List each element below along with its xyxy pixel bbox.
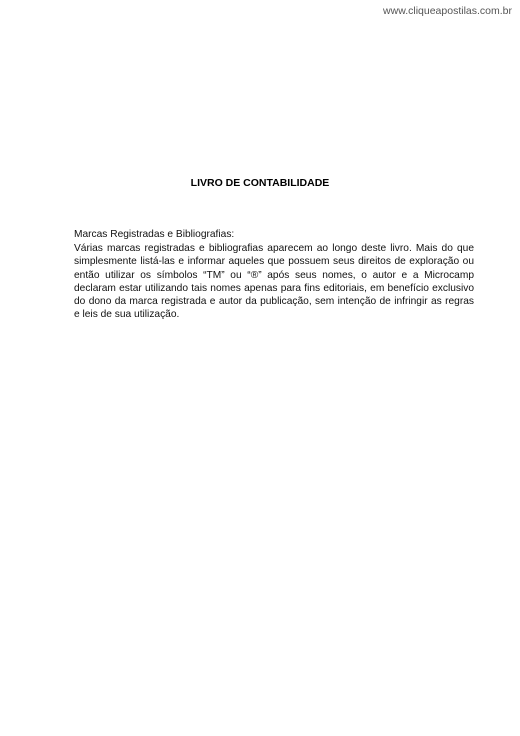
trademarks-section xyxy=(74,228,474,321)
document-title: LIVRO DE CONTABILIDADE xyxy=(190,177,330,189)
section-body: Várias marcas registradas e bibliografias aparecem ao longo deste livro. Mais do que simplesmente listá-las e informar aqueles que possuem seus direitos de exploração ou então utilizar os símbolos “TM” ou “®” após seus nomes, o autor e a Microcamp declaram estar utilizando tais nomes apenas para fins editoriais, em benefício exclusivo do dono da marca registrada e autor da publicação, sem intenção de infringir as regras e leis de sua utilização. xyxy=(74,243,474,321)
site-url: www.cliqueapostilas.com.br xyxy=(383,5,512,17)
section-heading: Marcas Registradas e Bibliografias: xyxy=(74,229,235,240)
